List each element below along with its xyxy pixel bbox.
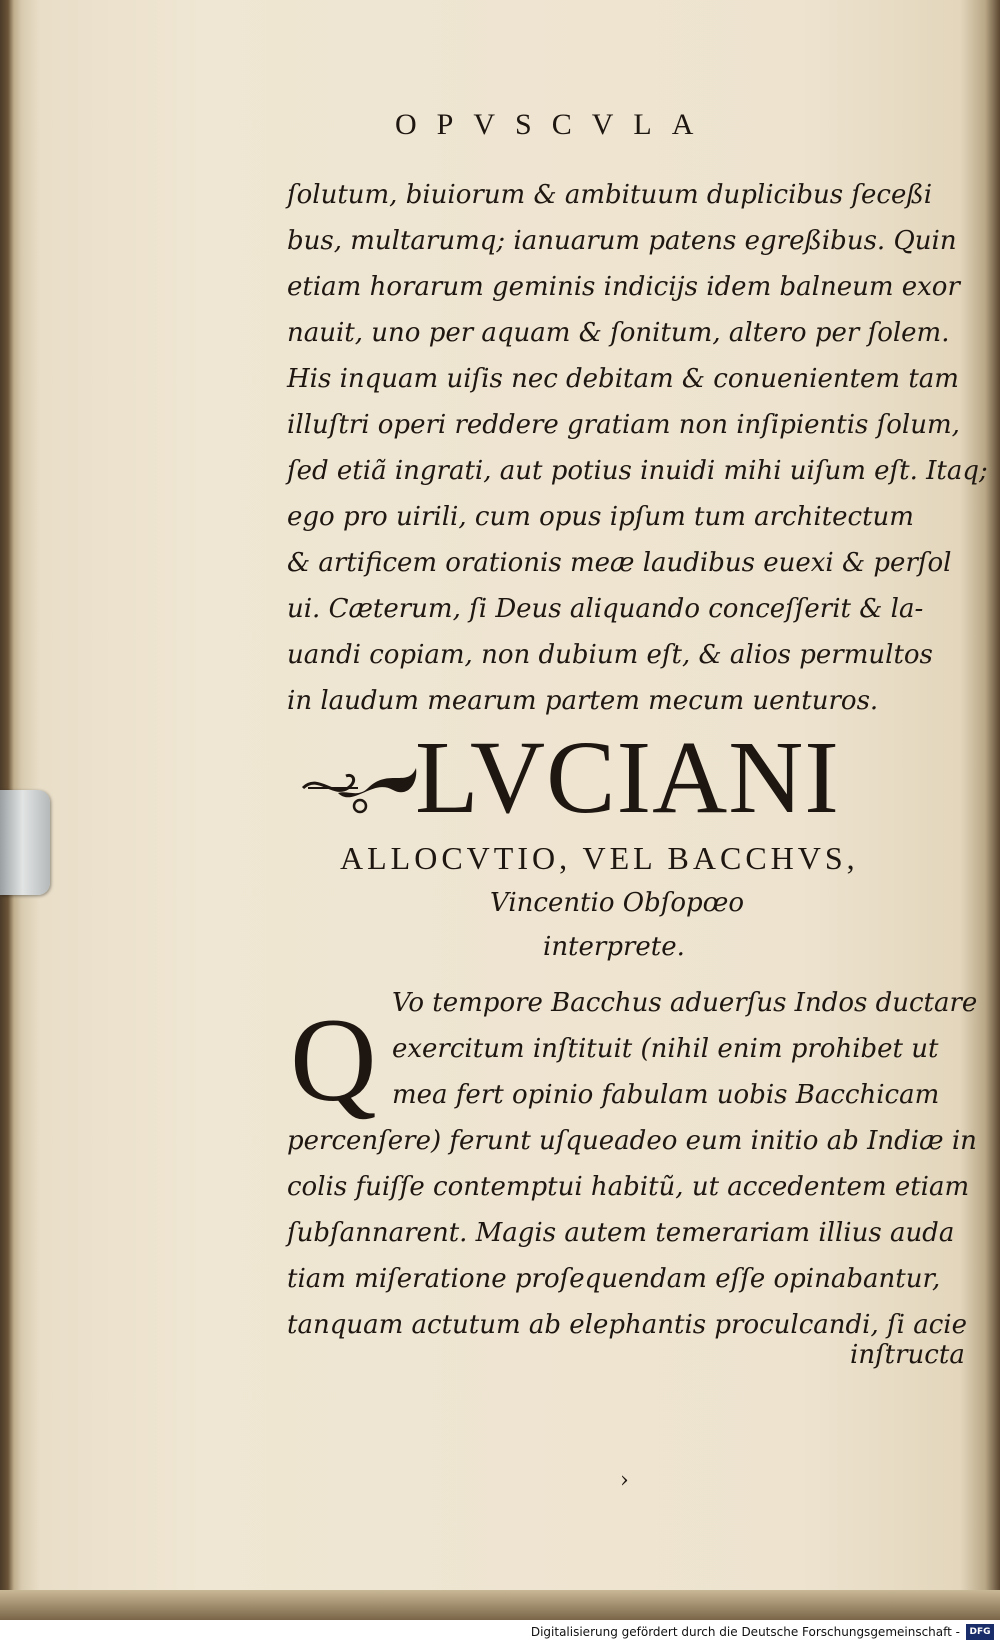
text-line: tiam miſeratione proſequendam eſſe opinabantur, [287,1264,941,1294]
text-line: tanquam actutum ab elephantis proculcandi, ſi acie [287,1310,967,1340]
text-line: mea fert opinio fabulam uobis Bacchicam [392,1080,940,1110]
text-line: His inquam uiſis nec debitam & conuenientem tam [287,364,959,394]
text-line: ſed etiã ingrati, aut potius inuidi mihi uiſum eſt. Itaq; [287,456,988,486]
text-line: & artificem orationis meæ laudibus euexi & perſol [287,548,952,578]
signature-mark: › [620,1468,629,1493]
text-line: Vo tempore Bacchus aduerſus Indos ductare [392,988,978,1018]
text-line: bus, multarumq; ianuarum patens egreßibus. Quin [287,226,957,256]
page-edge [0,1590,1000,1620]
drop-cap: Q [290,993,377,1126]
fleuron-ornament [298,748,428,828]
body-text-top [287,172,988,724]
text-line: uandi copiam, non dubium eſt, & alios permultos [287,640,933,670]
page-clip [0,790,50,895]
footer-credit: Digitalisierung gefördert durch die Deutsche Forschungsgemeinschaft - [530,1625,960,1639]
text-line: nauit, uno per aquam & ſonitum, altero per ſolem. [287,318,950,348]
text-line: illuſtri operi reddere gratiam non inſipientis ſolum, [287,410,960,440]
text-line: exercitum inſtituit (nihil enim prohibet ut [392,1034,939,1064]
translator-line: Vincentio Obſopœo [490,888,744,918]
running-head: OPVSCVLA [395,108,714,141]
text-line: ego pro uirili, cum opus ipſum tum architectum [287,502,914,532]
text-line: ſolutum, biuiorum & ambituum duplicibus ſeceßi [287,180,933,210]
text-line: percenſere) ferunt uſqueadeo eum initio ab Indiæ in [287,1126,977,1156]
text-line: colis fuiſſe contemptui habitũ, ut accedentem etiam [287,1172,970,1202]
body-text-bottom [287,980,978,1348]
catchword: inſtructa [850,1340,965,1370]
dfg-logo[interactable]: DFG [966,1624,994,1640]
text-line: in laudum mearum partem mecum uenturos. [287,686,879,716]
section-subtitle: ALLOCVTIO, VEL BACCHVS, [340,840,859,876]
translator-line: interprete. [543,932,685,962]
section-title: LVCIANI [415,720,840,835]
text-line: etiam horarum geminis indicijs idem balneum exor [287,272,960,302]
footer-bar [0,1620,1000,1645]
text-line: ui. Cæterum, ſi Deus aliquando conceſſerit & la- [287,594,924,624]
text-line: ſubſannarent. Magis autem temerariam illius auda [287,1218,955,1248]
